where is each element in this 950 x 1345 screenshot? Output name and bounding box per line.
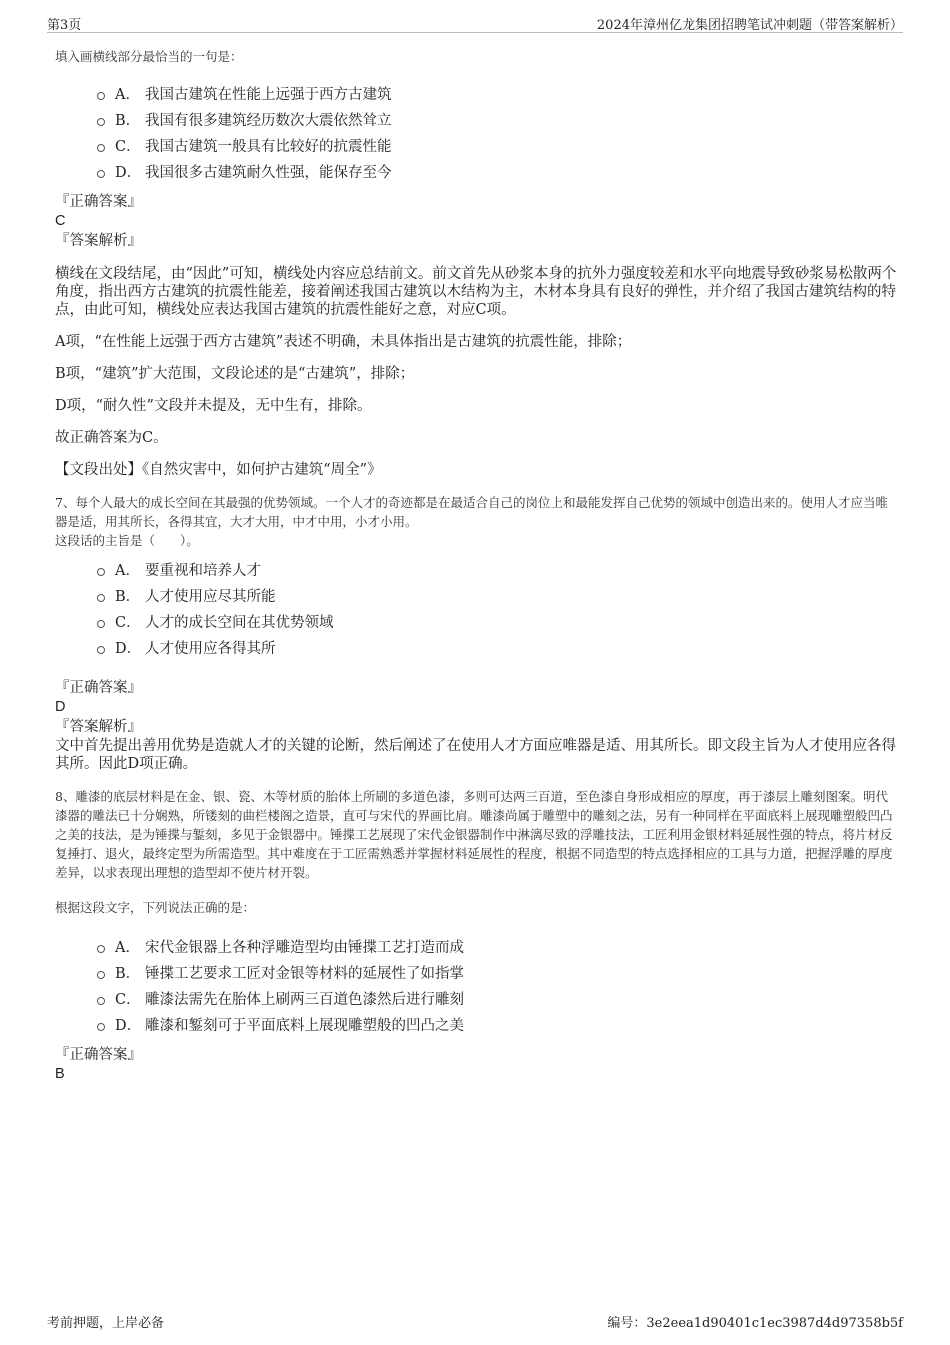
document-serial: 编号：3e2eea1d90401c1ec3987d4d97358b5f xyxy=(607,1316,903,1331)
source-citation: 【文段出处】《自然灾害中，如何护古建筑“周全”》 xyxy=(55,462,382,478)
question-6 xyxy=(55,47,897,479)
option-b[interactable]: B． 我国有很多建筑经历数次大震依然耸立 xyxy=(97,106,897,132)
footer-slogan: 考前押题，上岸必备 xyxy=(47,1316,165,1331)
document-title: 2024年漳州亿龙集团招聘笔试冲刺题（带答案解析） xyxy=(596,18,903,33)
question-prompt: 这段话的主旨是（ ）。 xyxy=(55,533,199,548)
option-a[interactable]: A． 我国古建筑在性能上远强于西方古建筑 xyxy=(97,80,897,106)
radio-icon[interactable] xyxy=(97,1023,105,1031)
radio-icon[interactable] xyxy=(97,945,105,953)
analysis-paragraph: 横线在文段结尾，由“因此”可知，横线处内容应总结前文。前文首先从砂浆本身的抗外力强度较差和水平向地震导致砂浆易松散两个角度，指出西方古建筑的抗震性能差，接着阐述我国古建筑以木结构为主，木材本身具有良好的弹性，并介绍了我国古建筑结构的特点，由此可知，横线处应表达我国古建筑的抗震性能好之意，对应C项。 xyxy=(55,266,897,318)
options-list xyxy=(97,556,897,660)
question-stem: 8、雕漆的底层材料是在金、银、瓷、木等材质的胎体上所刷的多道色漆，多则可达两三百道，至色漆自身形成相应的厚度，再于漆层上雕刻图案。明代漆器的雕法已十分娴熟，所镂刻的曲栏楼阁之造景，直可与宋代的界画比肩。雕漆尚属于雕塑中的雕刻之法，另有一种同样在平面底料上展现雕塑般凹凸之美的技法，是为锤揲与錾刻，多见于金银器中。锤揲工艺展现了宋代金银器制作中淋漓尽致的浮雕技法，工匠利用金银材料延展性强的特点，将片材反复捶打、退火，最终定型为所需造型。其中难度在于工匠需熟悉并掌握材料延展性的程度，根据不同造型的特点选择相应的工具与力道，把握浮雕的厚度差异，以求表现出理想的造型却不使片材开裂。 xyxy=(55,789,893,880)
question-stem: 填入画横线部分最恰当的一句是： xyxy=(55,49,243,64)
analysis-text xyxy=(55,737,897,773)
radio-icon[interactable] xyxy=(97,620,105,628)
analysis-paragraph: A项，“在性能上远强于西方古建筑”表述不明确，未具体指出是古建筑的抗震性能，排除； xyxy=(55,334,632,350)
page-content xyxy=(55,47,897,1084)
radio-icon[interactable] xyxy=(97,568,105,576)
correct-answer-label: 『正确答案』 xyxy=(55,194,142,210)
question-7 xyxy=(55,493,897,773)
option-d[interactable]: D． 人才使用应各得其所 xyxy=(97,634,897,660)
page-header xyxy=(47,12,903,33)
analysis-label: 『答案解析』 xyxy=(55,233,142,249)
analysis-paragraph: 文中首先提出善用优势是造就人才的关键的论断，然后阐述了在使用人才方面应唯器是适、用其所长。即文段主旨为人才使用应各得其所。因此D项正确。 xyxy=(55,738,896,772)
page-number: 第3页 xyxy=(47,18,82,33)
correct-answer: C xyxy=(55,213,66,229)
radio-icon[interactable] xyxy=(97,971,105,979)
option-b[interactable]: B． 人才使用应尽其所能 xyxy=(97,582,897,608)
analysis-paragraph: B项，“建筑”扩大范围，文段论述的是“古建筑”，排除； xyxy=(55,366,415,382)
radio-icon[interactable] xyxy=(97,144,105,152)
question-stem: 7、每个人最大的成长空间在其最强的优势领域。一个人才的奇迹都是在最适合自己的岗位上和最能发挥自己优势的领域中创造出来的。使用人才应当唯器是适，用其所长，各得其宜，大才大用，中才中用，小才小用。 xyxy=(55,495,888,529)
correct-answer: D xyxy=(55,699,66,715)
correct-answer-label: 『正确答案』 xyxy=(55,680,142,696)
analysis-paragraph: 故正确答案为C。 xyxy=(55,430,168,446)
analysis-text xyxy=(55,265,897,479)
radio-icon[interactable] xyxy=(97,92,105,100)
option-b[interactable]: B． 锤揲工艺要求工匠对金银等材料的延展性了如指掌 xyxy=(97,959,897,985)
option-a[interactable]: A． 宋代金银器上各种浮雕造型均由锤揲工艺打造而成 xyxy=(97,933,897,959)
options-list xyxy=(97,933,897,1037)
radio-icon[interactable] xyxy=(97,646,105,654)
correct-answer-label: 『正确答案』 xyxy=(55,1047,142,1063)
option-a[interactable]: A． 要重视和培养人才 xyxy=(97,556,897,582)
option-c[interactable]: C． 人才的成长空间在其优势领域 xyxy=(97,608,897,634)
option-d[interactable]: D． 雕漆和錾刻可于平面底料上展现雕塑般的凹凸之美 xyxy=(97,1011,897,1037)
option-c[interactable]: C． 我国古建筑一般具有比较好的抗震性能 xyxy=(97,132,897,158)
question-prompt: 根据这段文字，下列说法正确的是： xyxy=(55,900,256,915)
radio-icon[interactable] xyxy=(97,170,105,178)
correct-answer: B xyxy=(55,1066,65,1082)
option-d[interactable]: D． 我国很多古建筑耐久性强，能保存至今 xyxy=(97,158,897,184)
radio-icon[interactable] xyxy=(97,594,105,602)
radio-icon[interactable] xyxy=(97,997,105,1005)
radio-icon[interactable] xyxy=(97,118,105,126)
analysis-paragraph: D项，“耐久性”文段并未提及，无中生有，排除。 xyxy=(55,398,372,414)
options-list xyxy=(97,80,897,184)
analysis-label: 『答案解析』 xyxy=(55,719,142,735)
option-c[interactable]: C． 雕漆法需先在胎体上刷两三百道色漆然后进行雕刻 xyxy=(97,985,897,1011)
question-8 xyxy=(55,787,897,1084)
